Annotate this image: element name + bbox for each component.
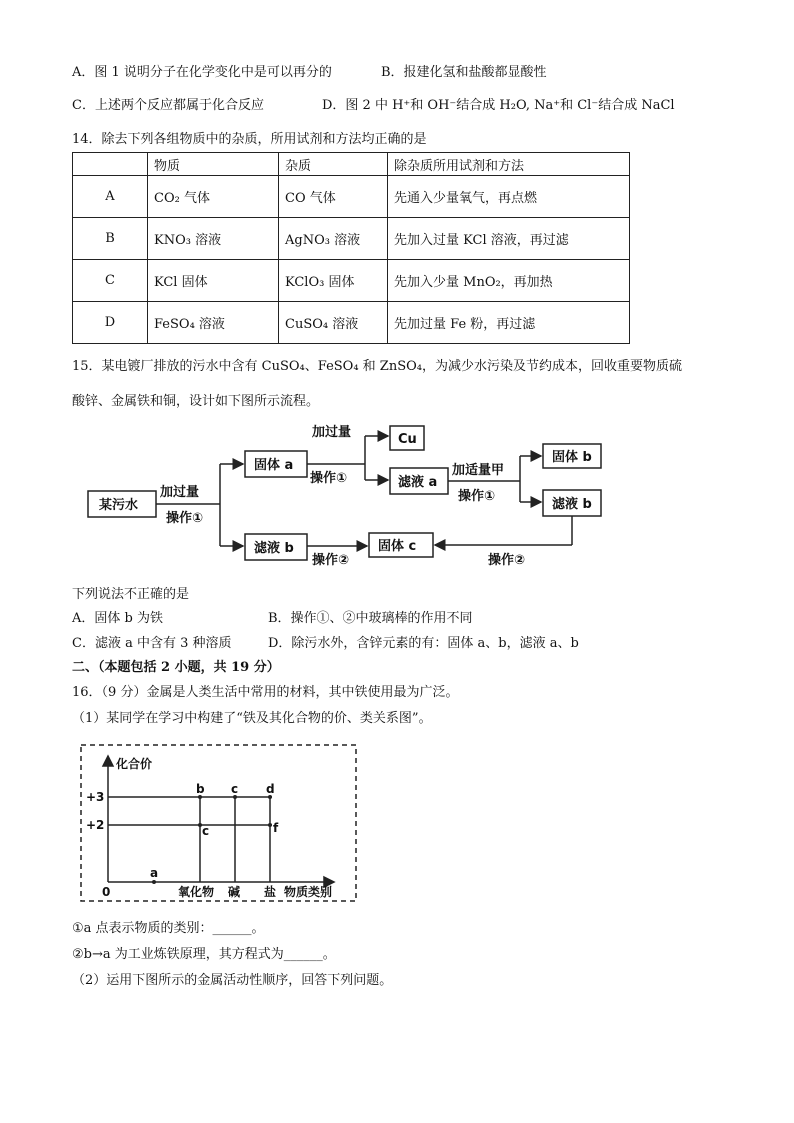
q16-sub1: （1）某同学在学习中构建了“铁及其化合物的价、类关系图”。 bbox=[72, 711, 432, 726]
q13-option-d: D．图 2 中 H⁺和 OH⁻结合成 H₂O, Na⁺和 Cl⁻结合成 NaCl bbox=[322, 98, 675, 113]
section-heading: 二、（本题包括 2 小题，共 19 分） bbox=[72, 660, 280, 675]
label-cu: Cu bbox=[398, 432, 417, 447]
q15-question: 下列说法不正確的是 bbox=[72, 587, 190, 602]
label-op1: 操作① bbox=[166, 511, 204, 526]
label-op2: 操作② bbox=[312, 553, 350, 568]
q16-blank2: ②b→a 为工业炼铁原理，其方程式为______。 bbox=[72, 947, 336, 962]
table-cell: 先通入少量氧气，再点燃 bbox=[388, 176, 630, 218]
table-header-row bbox=[73, 153, 630, 176]
table-cell: CuSO₄ 溶液 bbox=[279, 302, 388, 344]
table-cell: 先加过量 Fe 粉，再过滤 bbox=[388, 302, 630, 344]
label-filtrate-b: 滤液 b bbox=[254, 541, 294, 556]
label-solid-b: 固体 b bbox=[552, 450, 592, 465]
x-tick: 氧化物 bbox=[178, 885, 215, 899]
q15-option-b: B．操作①、②中玻璃棒的作用不同 bbox=[268, 611, 473, 626]
q14-table bbox=[72, 152, 630, 344]
label-op1c: 操作① bbox=[458, 489, 496, 504]
point-f bbox=[268, 823, 272, 827]
table-row bbox=[73, 302, 630, 344]
label-op2b: 操作② bbox=[488, 553, 526, 568]
label-solid-c: 固体 c bbox=[378, 539, 417, 554]
table-cell: FeSO₄ 溶液 bbox=[148, 302, 279, 344]
table-cell: KClO₃ 固体 bbox=[279, 260, 388, 302]
q16-sub2: （2）运用下图所示的金属活动性顺序，回答下列问题。 bbox=[72, 973, 393, 988]
table-cell: CO 气体 bbox=[279, 176, 388, 218]
table-cell: 先加入过量 KCl 溶液，再过滤 bbox=[388, 218, 630, 260]
label-filtrate-b2: 滤液 b bbox=[552, 497, 592, 512]
x-tick: 盐 bbox=[264, 885, 277, 899]
q16-stem: 16．（9 分）金属是人类生活中常用的材料，其中铁使用最为广泛。 bbox=[72, 685, 459, 700]
table-cell: KNO₃ 溶液 bbox=[148, 218, 279, 260]
table-cell: D bbox=[73, 302, 148, 344]
y-tick: 0 bbox=[102, 885, 111, 899]
table-row bbox=[73, 218, 630, 260]
label-add1: 加过量 bbox=[160, 485, 200, 500]
x-tick: 碱 bbox=[228, 885, 241, 899]
label-source: 某污水 bbox=[99, 498, 139, 513]
q15-option-c: C．滤液 a 中含有 3 种溶质 bbox=[72, 636, 232, 651]
q15-option-a: A．固体 b 为铁 bbox=[72, 611, 163, 626]
label-add3: 加适量甲 bbox=[452, 463, 505, 478]
y-axis-label: 化合价 bbox=[116, 757, 153, 771]
q15-stem-line1: 15．某电镀厂排放的污水中含有 CuSO₄、FeSO₄ 和 ZnSO₄，为减少水污染及节约成本，回收重要物质硫 bbox=[72, 359, 682, 374]
table-header-cell: 物质 bbox=[148, 153, 279, 176]
q15-stem-line2: 酸锌、金属铁和铜，设计如下图所示流程。 bbox=[72, 394, 320, 409]
table-row bbox=[73, 176, 630, 218]
y-tick: +3 bbox=[86, 790, 105, 804]
table-cell: CO₂ 气体 bbox=[148, 176, 279, 218]
y-tick: +2 bbox=[86, 818, 105, 832]
q13-option-a: A．图 1 说明分子在化学变化中是可以再分的 bbox=[72, 65, 332, 80]
point-label: d bbox=[266, 782, 275, 796]
label-add2: 加过量 bbox=[312, 425, 352, 440]
table-header-cell: 杂质 bbox=[279, 153, 388, 176]
table-cell: KCl 固体 bbox=[148, 260, 279, 302]
table-cell: B bbox=[73, 218, 148, 260]
q15-flow-diagram bbox=[0, 418, 794, 578]
point-label: f bbox=[273, 821, 279, 835]
table-header-cell bbox=[73, 153, 148, 176]
q15-option-d: D．除污水外，含锌元素的有：固体 a、b，滤液 a、b bbox=[268, 636, 579, 651]
table-row bbox=[73, 260, 630, 302]
point-a bbox=[152, 880, 156, 884]
x-axis-label: 物质类别 bbox=[284, 885, 333, 899]
table-cell: C bbox=[73, 260, 148, 302]
q13-option-b: B．报建化氢和盐酸都显酸性 bbox=[381, 65, 547, 80]
point-label: c bbox=[231, 782, 239, 796]
table-cell: 先加入少量 MnO₂，再加热 bbox=[388, 260, 630, 302]
table-cell: A bbox=[73, 176, 148, 218]
point-label: a bbox=[150, 866, 159, 880]
q14-stem: 14．除去下列各组物质中的杂质，所用试剂和方法均正确的是 bbox=[72, 132, 427, 147]
label-solid-a: 固体 a bbox=[254, 458, 294, 473]
table-cell: AgNO₃ 溶液 bbox=[279, 218, 388, 260]
label-filtrate-a: 滤液 a bbox=[398, 475, 438, 490]
valence-chart bbox=[80, 744, 358, 904]
q13-option-c: C．上述两个反应都属于化合反应 bbox=[72, 98, 264, 113]
point-label: b bbox=[196, 782, 205, 796]
point-label: c bbox=[202, 824, 210, 838]
label-op1b: 操作① bbox=[310, 471, 348, 486]
q16-blank1: ①a 点表示物质的类别：______。 bbox=[72, 921, 265, 936]
table-header-cell: 除杂质所用试剂和方法 bbox=[388, 153, 630, 176]
